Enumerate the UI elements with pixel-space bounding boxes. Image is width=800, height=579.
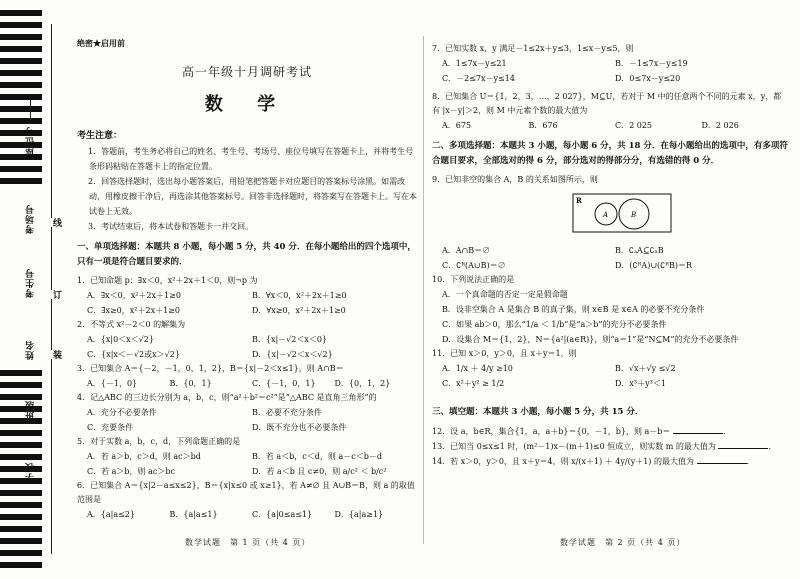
question-6-options	[77, 507, 417, 522]
option-a: A．充分不必要条件	[87, 408, 157, 417]
venn-diagram	[572, 193, 788, 237]
option-d: D．既不充分也不必要条件	[252, 423, 347, 432]
question-2: 2．不等式 x²－2＜0 的解集为	[77, 320, 186, 329]
option-c: C．－2≤7x－y≤14	[442, 74, 515, 83]
column-divider	[423, 36, 424, 544]
question-12: 12．设 a，b∈R，集合{1，a，a＋b}＝{0，－1，b}，则 a－b＝ ．	[432, 424, 788, 439]
option-a: A．{a|a≤2}	[87, 510, 135, 519]
class-label: 班级	[26, 400, 36, 420]
option-d: D．∀x≥0，x²＋2x＋1≥0	[252, 306, 346, 315]
option-a: A．1/x ＋ 4/y ≥10	[442, 364, 513, 373]
answer-blank[interactable]	[697, 454, 747, 464]
option-b: B．∁ₐA⊆∁ₐB	[615, 246, 664, 255]
option-c: C．若 a＞b，则 ac＞bc	[87, 467, 175, 476]
note-item: 2．回答选择题时，选出每小题答案后，用铅笔把答题卡对应题目的答案标号涂黑。如需改动，用橡皮擦干净后，再选涂其他答案标号。回答非选择题时，将答案写在答题卡上。写在本试卷上无效。	[88, 177, 417, 216]
option-b: B．√x＋√y ≤√2	[615, 364, 676, 373]
option-c: C．{a|0≤a≤1}	[252, 510, 313, 519]
binding-line	[51, 24, 52, 554]
option-d: D．x³＋y³＜1	[615, 379, 666, 388]
section1-heading: 一、单项选择题：本题共 8 小题，每小题 5 分，共 40 分．在每小题给出的四个选项中，只有一项是符合题目要求的．	[77, 242, 416, 267]
note-item: 3．考试结束后，将本试卷和答题卡一并交回。	[88, 222, 254, 231]
cut-label-install: 装	[51, 350, 61, 359]
question-7-options	[432, 56, 788, 86]
question-8: 8．已知集合 U＝{1，2，3，…，2 027}，M⊆U，若对于 M 中的任意两个不同的元素 x，y，都有 |x－y|＞2，则 M 中元素个数的最大值为	[432, 92, 782, 115]
option-a: A．A∩B＝∅	[442, 246, 491, 255]
option-d: D．{x|－√2＜x＜√2}	[252, 350, 333, 359]
set-b-label: B	[631, 211, 637, 219]
cut-label-line: 线	[51, 218, 61, 227]
section3-heading: 三、填空题：本题共 3 小题，每小题 5 分，共 15 分．	[432, 407, 644, 417]
question-5: 5．对于实数 a，b，c，d，下列命题正确的是	[77, 437, 241, 446]
question-2-options	[77, 332, 417, 362]
secret-mark: 绝密★启用前	[77, 38, 125, 48]
option-a: A．{－1，0}	[87, 379, 138, 388]
room-label: 考场号	[26, 204, 36, 234]
option-b: B．676	[528, 121, 558, 130]
option-d: D．0≤7x－y≤20	[615, 74, 681, 83]
option-b: B．若 a＜b，c＜d，则 a－c＜b－d	[252, 452, 382, 461]
page-footer-left: 数学试题 第 1 页（共 4 页）	[185, 538, 311, 547]
name-label: 姓名	[26, 340, 36, 360]
school-label: 学校	[26, 462, 36, 482]
option-b: B．∀x＜0，x²＋2x＋1≥0	[252, 291, 347, 300]
option-c: C．充要条件	[87, 423, 134, 432]
question-9-options	[432, 243, 788, 273]
option-a: A．675	[442, 121, 472, 130]
cut-label-bind: 订	[51, 290, 61, 299]
question-3: 3．已知集合 A＝{－2，－1，0，1，2}，B＝{x|－2＜x≤1}，则 A∩B＝	[77, 364, 344, 373]
option-d: D．设集合 M＝{1，2}，N＝{a²|(a∈R)}，则“a＝1”是“N⊆M”的充分不必要条件	[442, 335, 739, 344]
student-id-label: 考生号	[26, 268, 36, 298]
question-5-options	[77, 449, 417, 479]
right-column	[432, 42, 788, 469]
option-b: B．{a|a≤1}	[169, 510, 218, 519]
universe-box	[573, 194, 671, 232]
option-d: D．{a|a≥1}	[334, 510, 384, 519]
question-4-options	[77, 405, 417, 435]
option-c: C．{x|x＜－√2或x＞√2}	[87, 350, 180, 359]
option-c: C．2 025	[615, 121, 653, 130]
note-item: 1．答题前，考生务必将自己的姓名、考生号、考场号、座位号填写在答题卡上，并将考生号条形码粘贴在答题卡上的指定位置。	[88, 147, 414, 171]
exam-subtitle: 高一年级十月调研考试	[181, 65, 312, 79]
question-11: 11．已知 x＞0，y＞0，且 x＋y＝1，则	[432, 349, 577, 358]
option-c: C．∁ᴿ(A∪B)＝∅	[442, 261, 506, 270]
set-a-label: A	[603, 211, 609, 219]
question-14: 14．若 x＞0，y＞0，且 x＋y＝4，则 x/(x＋1) ＋ 4y/(y＋1) 的最大值为 ．	[432, 454, 788, 469]
answer-blank[interactable]	[718, 439, 768, 449]
question-4: 4．记△ABC 的三边长分别为 a，b，c，则“a²＋b²＝c²”是“△ABC 是直角三角形”的	[77, 393, 377, 402]
option-c: C．如果 ab＞0，那么“1/a ＜ 1/b”是“a＞b”的充分不必要条件	[442, 320, 667, 329]
option-b: B．{0，1}	[169, 379, 212, 388]
exam-title: 数 学	[204, 94, 290, 115]
option-d: D．{0，1，2}	[334, 379, 391, 388]
option-c: C．x²＋y² ≥ 1/2	[442, 379, 505, 388]
option-d: D．2 026	[701, 121, 739, 130]
option-b: B．设非空集合 A 是集合 B 的真子集，则 x∈B 是 x∈A 的必要不充分条件	[442, 305, 705, 314]
option-a: A．∃x＜0，x²＋2x＋1≥0	[87, 291, 181, 300]
option-b: B．－1≤7x－y≤19	[615, 59, 688, 68]
binding-strip	[0, 0, 72, 579]
option-a: A．若 a＞b，c＞d，则 ac＞bd	[87, 452, 201, 461]
question-6: 6．已知集合 A＝{x|2－a≤x≤2}，B＝{x|x≤0 或 x≥1}，若 A≠∅ 且 A∪B＝B，则 a 的取值范围是	[77, 481, 415, 504]
venn-svg	[572, 193, 672, 233]
option-b: B．{x|－√2＜x＜0}	[252, 335, 328, 344]
section2-heading: 二、多项选择题：本题共 3 小题，每小题 6 分，共 18 分．在每小题给出的选项中，有多项符合题目要求，全部选对的得 6 分，部分选对的得部分分，有选错的得 0 分．	[432, 141, 788, 166]
question-9: 9．已知非空的集合 A，B 的关系如图所示，则	[432, 175, 598, 184]
left-column	[77, 38, 417, 522]
option-a: A．1≤7x－y≤21	[442, 59, 507, 68]
option-c: C．{－1，0，1}	[252, 379, 316, 388]
question-3-options	[77, 376, 417, 391]
question-8-options	[432, 118, 788, 133]
question-1-options	[77, 288, 417, 318]
question-10: 10．下列说法正确的是	[432, 275, 515, 284]
page-footer-right: 数学试题 第 2 页（共 4 页）	[560, 538, 686, 547]
question-1: 1．已知命题 p：∃x＜0，x²＋2x＋1＜0，则¬p 为	[77, 276, 258, 285]
option-a: A．一个真命题的否定一定是假命题	[442, 290, 568, 299]
universe-label: R	[576, 196, 582, 205]
seat-label: 座位号	[26, 126, 36, 156]
question-13: 13．已知当 0≤x≤1 时，(m²－1)x－(m＋1)≤0 恒成立，则实数 m 的最大值为 ．	[432, 439, 788, 454]
option-b: B．必要不充分条件	[252, 408, 322, 417]
option-d: D．若 a＜b 且 c≠0，则 a/c² ＜ b/c²	[252, 467, 387, 476]
option-d: D．(∁ᴿA)∪(∁ᴿB)＝R	[615, 261, 693, 270]
question-7: 7．已知实数 x，y 满足－1≤2x＋y≤3，1≤x－y≤5，则	[432, 44, 634, 53]
answer-blank[interactable]	[673, 424, 723, 434]
option-c: C．∃x≥0，x²＋2x＋1≥0	[87, 306, 180, 315]
option-a: A．{x|0＜x＜√2}	[87, 335, 154, 344]
question-11-options	[432, 361, 788, 391]
notes-heading: 考生注意：	[77, 131, 123, 141]
